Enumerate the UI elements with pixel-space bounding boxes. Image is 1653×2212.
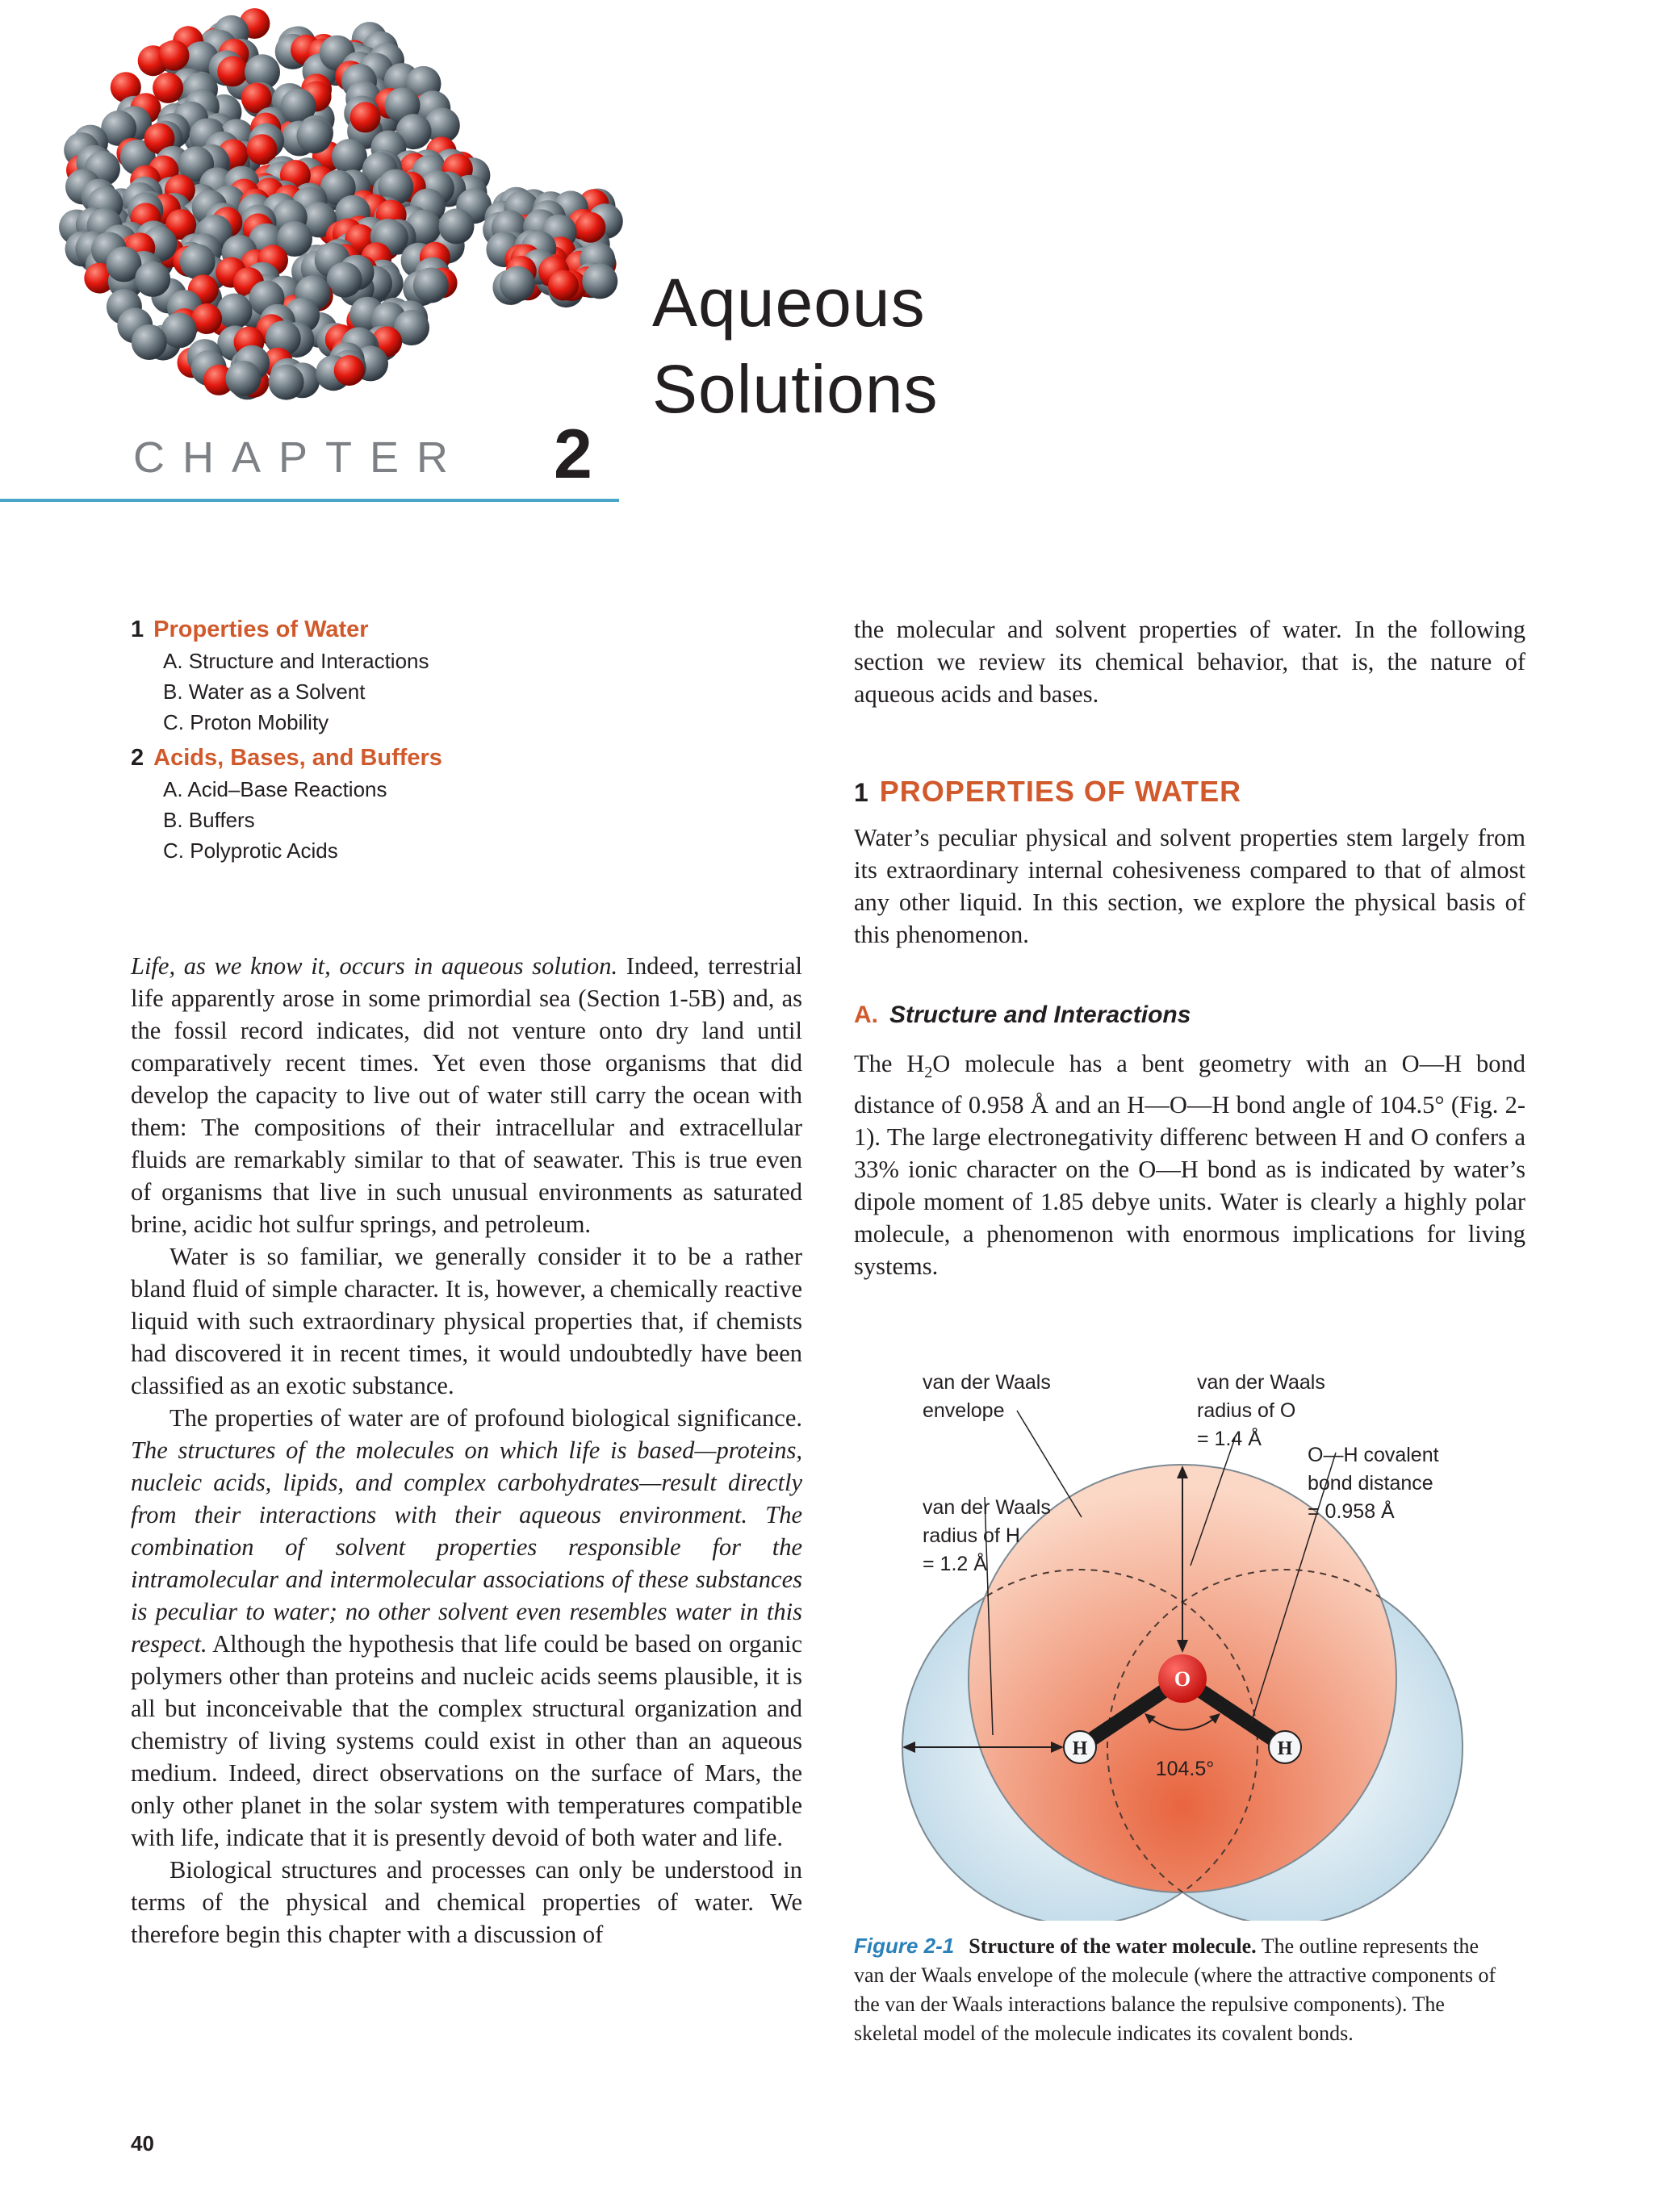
toc-section-title: Acids, Bases, and Buffers — [153, 745, 442, 771]
carbon-sphere — [180, 244, 216, 279]
paragraph-intro — [131, 950, 802, 1240]
subsection-heading — [854, 1003, 1191, 1027]
carbon-sphere — [413, 268, 449, 303]
angle-label: 104.5° — [1155, 1758, 1215, 1780]
section-intro — [854, 822, 1525, 951]
intro-italic-phrase: Life, as we know it, occurs in aqueous solution. — [131, 952, 618, 980]
figure-caption — [854, 1931, 1500, 2048]
water-molecule-figure — [888, 1356, 1501, 1921]
chapter-title-line-2: Solutions — [652, 351, 939, 427]
toc-item[interactable]: A. Acid–Base Reactions — [163, 777, 387, 801]
toc-section-title: Properties of Water — [153, 617, 369, 642]
label-envelope-2: envelope — [923, 1399, 1005, 1422]
section-title: PROPERTIES OF WATER — [879, 775, 1242, 808]
page-number: 40 — [131, 2131, 154, 2156]
label-oh-2: bond distance — [1308, 1472, 1433, 1495]
carbon-sphere — [269, 365, 304, 400]
chapter-label: CHAPTER — [133, 433, 467, 482]
left-column-text — [131, 950, 802, 1951]
oxygen-sphere — [217, 56, 248, 86]
section-intro-text: Water’s peculiar physical and solvent properties stem largely from its extraordinary internal cohesiveness compared to that of almost any other liquid. In this section, we explore the physical basis of this phenomenon. — [854, 824, 1525, 948]
toc-section-number: 1 — [131, 617, 144, 642]
right-column-continued — [854, 613, 1525, 710]
toc-item[interactable]: C. Polyprotic Acids — [163, 838, 338, 863]
p3-start: The properties of water are of profound biological significance. — [169, 1404, 802, 1432]
paragraph-3 — [131, 1402, 802, 1854]
carbon-sphere — [217, 294, 253, 329]
chapter-number: 2 — [554, 416, 592, 493]
carbon-sphere — [132, 324, 167, 360]
carbon-sphere — [500, 266, 535, 302]
intro-text: Indeed, terrestrial life apparently arose in some primordial sea (Section 1-5B) and, as the fossil record indicates, did not venture onto dry land until comparatively recent times. Yet even those organisms that did develop the capacity to live out of water still carry the ocean with them: The compositions of their intracellular and extracellular fluids are remarkably similar to that of seawater. This is true even of organisms that live in such unusual environments as saturated brine, acidic hot sulfur springs, and petroleum. — [131, 952, 802, 1238]
structure-text — [854, 1047, 1525, 1282]
toc-section-2[interactable] — [131, 746, 442, 770]
hydrogen-atom-label-left: H — [1072, 1738, 1088, 1759]
oxygen-sphere — [350, 102, 381, 132]
toc-item[interactable]: C. Proton Mobility — [163, 710, 329, 734]
subsection-letter: A. — [854, 1001, 878, 1028]
carbon-sphere — [332, 139, 367, 174]
label-h-radius-1: van der Waals — [923, 1496, 1051, 1519]
hydrogen-atom-label-right: H — [1277, 1738, 1293, 1759]
toc-section-1[interactable] — [131, 618, 369, 642]
label-h-radius-3: = 1.2 Å — [923, 1553, 987, 1575]
oxygen-sphere — [334, 355, 365, 386]
toc-item[interactable]: B. Water as a Solvent — [163, 679, 366, 704]
oxygen-sphere — [548, 270, 579, 301]
carbon-sphere — [135, 261, 170, 297]
oxygen-atom-label: O — [1174, 1667, 1191, 1691]
figure-title: Structure of the water molecule. — [969, 1934, 1257, 1958]
subscript: 2 — [924, 1064, 933, 1082]
toc-item[interactable]: B. Buffers — [163, 808, 255, 832]
section-heading — [854, 777, 1241, 806]
toc-item[interactable]: A. Structure and Interactions — [163, 649, 429, 673]
chapter-title-line-1: Aqueous — [652, 265, 926, 341]
oxygen-sphere — [575, 212, 605, 243]
carbon-sphere — [226, 361, 262, 396]
label-o-radius-3: = 1.4 Å — [1197, 1428, 1262, 1450]
caption-text: The outline represents the van der Waals envelope of the molecule (where the attractive components of the van der Waals interactions balance the repulsive components). The skeletal model of the molecule indicates its covalent bonds. — [854, 1934, 1496, 2045]
text-run: O molecule has a bent geometry with an O—H bond distance of 0.958 Å and an H—O—H bond angle of 104.5° (Fig. 2-1). The large electronegativity differenc between H and O confers a 33% ionic character on the O—H bond as is indicated by water’s dipole moment of 1.85 debye units. Water is clearly a highly polar molecule, a phenomenon with enormous implications for living systems. — [854, 1050, 1525, 1281]
molecule-illustration — [48, 0, 630, 420]
label-oh-1: O—H covalent — [1308, 1444, 1439, 1466]
paragraph-2: Water is so familiar, we generally consider it to be a rather bland fluid of simple character. It is, however, a chemically reactive liquid with such extraordinary physical properties that, if chemists had discovered it in recent times, it would undoubtedly have been classified as an exotic substance. — [131, 1243, 802, 1399]
figure-number: Figure 2-1 — [854, 1934, 955, 1958]
label-o-radius-2: radius of O — [1197, 1399, 1296, 1422]
paragraph-4: Biological structures and processes can only be understood in terms of the physical and chemical properties of water. We therefore begin this chapter with a discussion of — [131, 1856, 802, 1948]
text-run: The H — [854, 1050, 925, 1077]
carbon-sphere — [439, 208, 475, 244]
section-number: 1 — [854, 778, 868, 807]
chapter-rule — [0, 499, 619, 502]
carbon-sphere — [582, 263, 617, 299]
structure-paragraph — [854, 1047, 1525, 1282]
carbon-sphere — [296, 118, 332, 153]
p3-rest: Although the hypothesis that life could be based on organic polymers other than proteins and nucleic acids seems plausible, it is all but inconceivable that the complex structural organization and chemistry of living systems could exist in other than an aqueous medium. Indeed, direct observations on the surface of Mars, the only other planet in the solar system with temperatures compatible with life, indicate that it is presently devoid of both water and life. — [131, 1630, 802, 1851]
toc-section-number: 2 — [131, 745, 144, 771]
p3-italic: The structures of the molecules on which life is based—proteins, nucleic acids, lipids, and complex carbohydrates—result directly from their interactions with their aqueous environment. The combination of solvent properties responsible for the intramolecular and intermolecular associations of these substances is peculiar to water; no other solvent even resembles water in this respect. — [131, 1436, 802, 1658]
label-h-radius-2: radius of H — [923, 1524, 1020, 1547]
oxygen-sphere — [159, 40, 190, 71]
label-envelope-1: van der Waals — [923, 1371, 1051, 1394]
label-o-radius-1: van der Waals — [1197, 1371, 1325, 1394]
label-oh-3: = 0.958 Å — [1308, 1500, 1395, 1523]
subsection-title: Structure and Interactions — [889, 1001, 1191, 1028]
continued-paragraph: the molecular and solvent properties of water. In the following section we review its chemical behavior, that is, the nature of aqueous acids and bases. — [854, 616, 1525, 708]
